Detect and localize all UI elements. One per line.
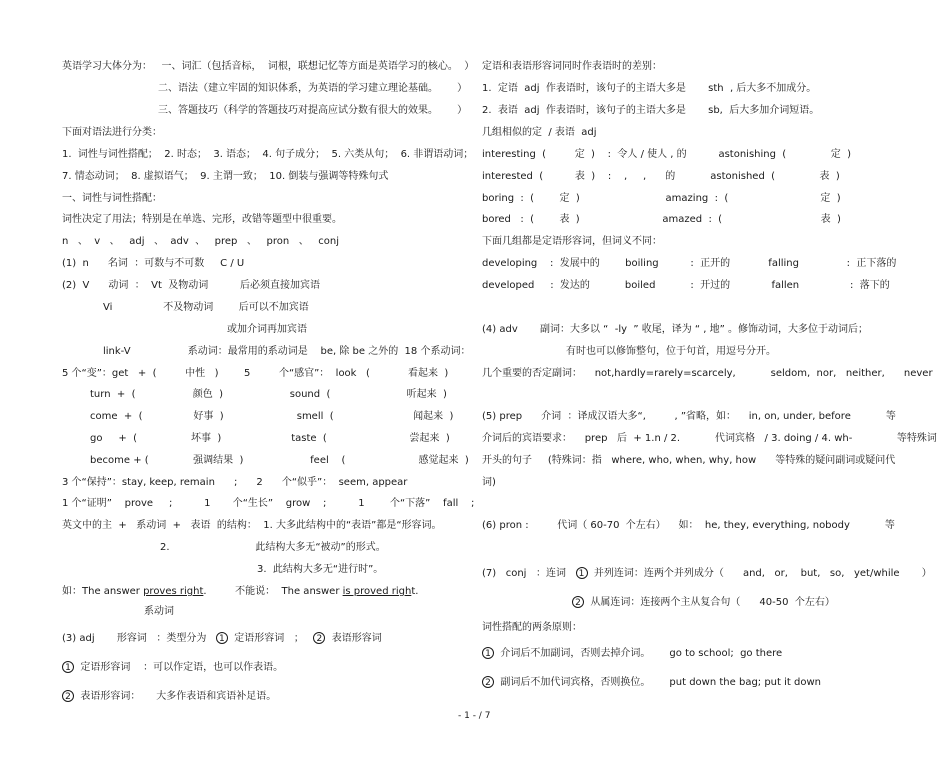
circled-number-2: 2 <box>482 676 494 688</box>
left-line-22: 英文中的主 + 系动词 + 表语 的结构： 1. 大多此结构中的“表语”都是“形容词。 <box>62 520 442 531</box>
circled-number-1: 1 <box>62 661 74 673</box>
circled-number-2: 2 <box>572 596 584 608</box>
right-line-3: 2. 表语 adj 作表语时，该句子的主语大多是 sb, 后大多加介词短语。 <box>482 105 820 116</box>
left-line-2: 二、语法（建立牢固的知识体系，为英语的学习建立理论基础。 ） <box>158 83 468 94</box>
circled-number-2: 2 <box>313 632 325 644</box>
right-line-10: developing : 发展中的 boiling : 正开的 falling : 正下落的 <box>482 258 897 269</box>
left-line-3: 三、答题技巧（科学的答题技巧对提高应试分数有很大的效果。 ） <box>158 105 468 116</box>
left-line-17: come + ( 好事 ) smell ( 闻起来 ) <box>90 411 454 422</box>
left-line-5: 1. 词性与词性搭配； 2. 时态； 3. 语态； 4. 句子成分； 5. 六类从句； 6. 非谓语动词； <box>62 149 474 160</box>
example-correct: proves right <box>143 586 204 597</box>
left-line-18: go + ( 坏事 ) taste ( 尝起来 ) <box>90 433 450 444</box>
right-line-16: 介词后的宾语要求： prep 后 + 1.n / 2. 代词宾格 / 3. doing / 4. wh- 等特殊词 <box>482 433 937 444</box>
adj-type-2: 表语形容词 <box>325 633 382 644</box>
right-line-2: 1. 定语 adj 作表语时，该句子的主语大多是 sth , 后大多不加成分。 <box>482 83 817 94</box>
left-line-11: (2) V 动词 ： Vt 及物动词 后必须直接加宾语 <box>62 280 321 291</box>
right-line-22: 词性搭配的两条原则： <box>482 622 582 633</box>
left-line-7: 一、词性与词性搭配： <box>62 193 162 204</box>
right-line-12: (4) adv 副词：大多以 “ -ly ” 收尾，译为 “ , 地” 。修饰动词，大多位于动词后； <box>482 324 868 335</box>
right-line-21 <box>572 596 835 609</box>
rule-2: 副词后不加代词宾格，否则换位。 put down the bag; put it down <box>494 677 821 688</box>
predicative-adj-note: 表语形容词： 大多作表语和宾语补足语。 <box>74 691 277 702</box>
left-line-16: turn + ( 颜色 ) sound ( 听起来 ) <box>90 389 447 400</box>
right-line-5: interesting ( 定 ) : 令人 / 使人 , 的 astonishing ( 定 ) <box>482 149 851 160</box>
right-line-9: 下面几组都是定语形容词，但词义不同： <box>482 236 662 247</box>
right-line-20 <box>482 567 932 580</box>
circled-number-2: 2 <box>62 690 74 702</box>
right-line-24 <box>482 676 821 689</box>
attributive-adj-note: 定语形容词 ：可以作定语，也可以作表语。 <box>74 662 284 673</box>
left-line-1: 英语学习大体分为： 一、词汇（包括音标， 词根，联想记忆等方面是英语学习的核心。 ） <box>62 61 475 72</box>
left-line-19: become + ( 强调结果 ) feel ( 感觉起来 ) <box>90 455 469 466</box>
left-line-13: 或加介词再加宾语 <box>227 324 307 335</box>
left-line-14: link-V 系动词：最常用的系动词是 be, 除 be 之外的 18 个系动词： <box>103 346 471 357</box>
subordinating-conj: 从属连词：连接两个主从复合句（ 40-50 个左右） <box>584 597 835 608</box>
rule-1: 介词后不加副词，否则去掉介词。 go to school; go there <box>494 648 783 659</box>
page-number: - 1 - / 7 <box>458 711 491 721</box>
right-line-18: 词) <box>482 477 496 488</box>
right-line-19: (6) pron : 代词（ 60-70 个左右） 如： he, they, everything, nobody 等 <box>482 520 895 531</box>
left-line-6: 7. 情态动词； 8. 虚拟语气； 9. 主谓一致； 10. 倒装与强调等特殊句式 <box>62 171 389 182</box>
left-line-12: Vi 不及物动词 后可以不加宾语 <box>103 302 309 313</box>
adj-type-1: 定语形容词 ； <box>227 633 314 644</box>
example-suffix: t. <box>411 586 419 597</box>
left-line-24: 3. 此结构大多无“进行时”。 <box>257 564 384 575</box>
circled-number-1: 1 <box>482 647 494 659</box>
left-line-28 <box>62 661 283 674</box>
adj-heading: (3) adj 形容词 ：类型分为 <box>62 633 216 644</box>
right-line-11: developed : 发达的 boiled : 开过的 fallen : 落下的 <box>482 280 890 291</box>
circled-number-1: 1 <box>216 632 228 644</box>
left-line-15: 5 个“变”：get + ( 中性 ) 5 个“感官”： look ( 看起来 ) <box>62 368 449 379</box>
left-line-9: n 、 v 、 adj 、 adv 、 prep 、 pron 、 conj <box>62 236 339 247</box>
example-prefix: 如：The answer <box>62 586 144 597</box>
left-line-29 <box>62 690 276 703</box>
right-line-1: 定语和表语形容词同时作表语时的差别： <box>482 61 662 72</box>
coordinating-conj: 并列连词：连两个并列成分（ and, or, but, so, yet/while ） <box>587 568 932 579</box>
right-line-6: interested ( 表 ) : , , 的 astonished ( 表 ) <box>482 171 840 182</box>
right-line-14: 几个重要的否定副词： not,hardly=rarely=scarcely, seldom, nor, neither, never <box>482 368 933 379</box>
right-line-7: boring : ( 定 ) amazing : ( 定 ) <box>482 193 841 204</box>
left-line-10: (1) n 名词 ：可数与不可数 C / U <box>62 258 245 269</box>
right-line-23 <box>482 647 782 660</box>
circled-number-1: 1 <box>576 567 588 579</box>
right-line-13: 有时也可以修饰整句，位于句首，用逗号分开。 <box>566 346 776 357</box>
left-line-25 <box>62 586 418 598</box>
right-line-15: (5) prep 介词 ：译成汉语大多“, , ”省略，如： in, on, under, before 等 <box>482 411 896 422</box>
left-line-21: 1 个“证明” prove ; 1 个“生长” grow ; 1 个“下落” fall ; <box>62 498 475 509</box>
left-line-23: 2. 此结构大多无“被动”的形式。 <box>160 542 386 553</box>
example-wrong: is proved righ <box>342 586 412 597</box>
left-line-26: 系动词 <box>144 606 174 617</box>
right-line-17: 开头的句子 (特殊词：指 where, who, when, why, how 等特殊的疑问副词或疑问代 <box>482 455 896 466</box>
left-line-4: 下面对语法进行分类： <box>62 127 162 138</box>
left-line-20: 3 个“保持”：stay, keep, remain ; 2 个“似乎”： seem, appear <box>62 477 408 488</box>
right-line-8: bored : ( 表 ) amazed : ( 表 ) <box>482 214 841 225</box>
right-line-4: 几组相似的定 / 表语 adj <box>482 127 597 138</box>
conj-heading: (7) conj ：连词 <box>482 568 576 579</box>
left-line-8: 词性决定了用法；特别是在单选、完形，改错等题型中很重要。 <box>62 214 342 225</box>
left-line-27 <box>62 632 382 645</box>
example-middle: . 不能说： The answer <box>203 586 343 597</box>
